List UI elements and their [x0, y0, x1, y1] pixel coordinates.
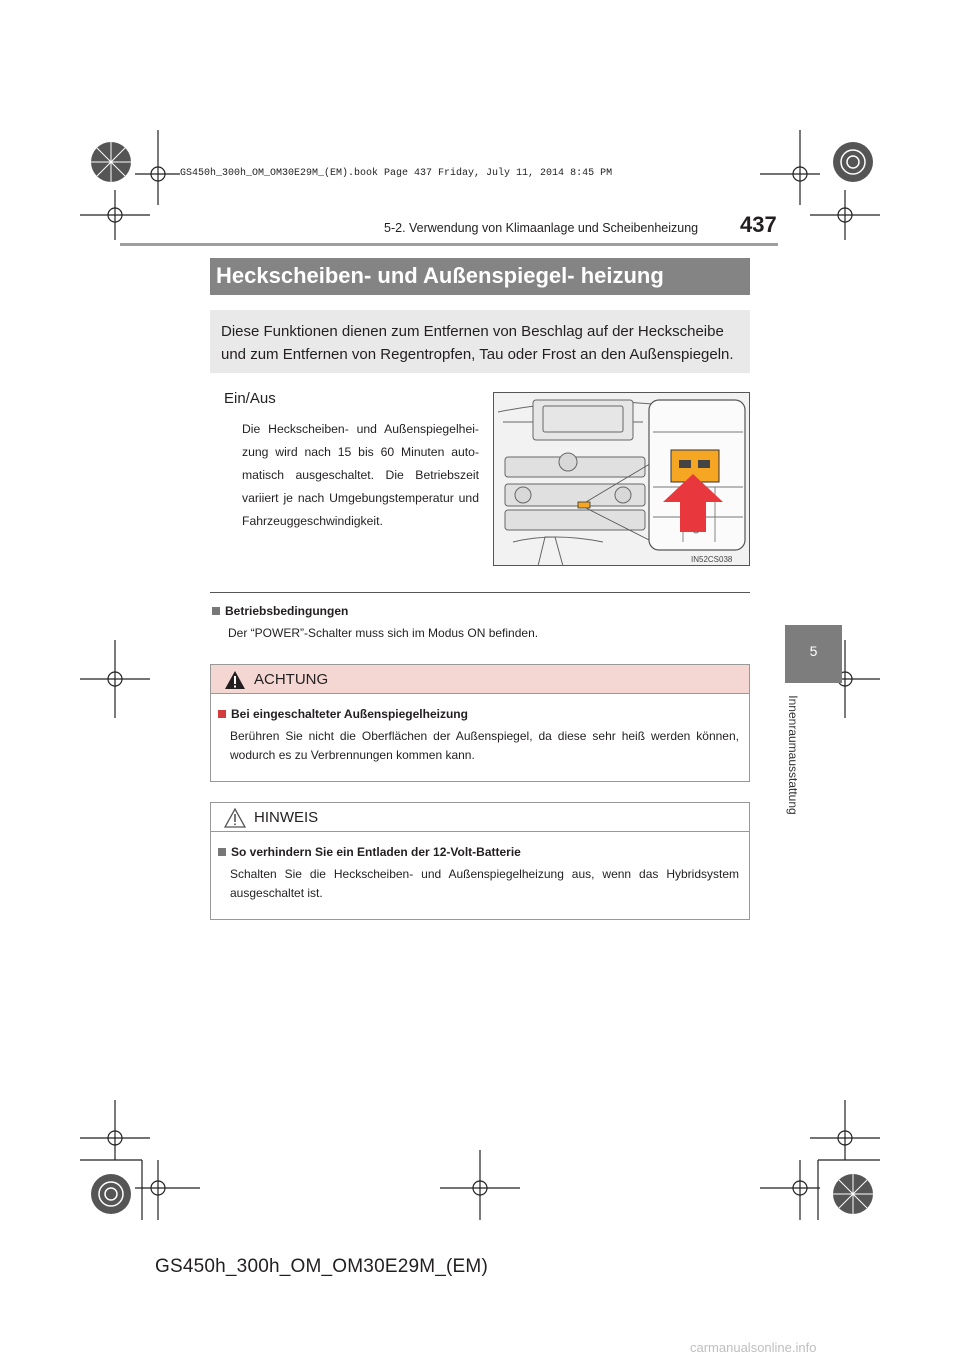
conditions-heading: Betriebsbedingungen [212, 604, 348, 618]
intro-line: Diese Funktionen dienen zum Entfernen von Beschlag auf der Heckscheibe [221, 323, 724, 340]
notice-box [210, 802, 750, 920]
chapter-side-label [783, 690, 803, 820]
warning-triangle-icon [224, 670, 246, 690]
figure-code: IN52CS038 [691, 555, 733, 564]
square-bullet-icon [218, 848, 226, 856]
item-heading: Ein/Aus [224, 390, 276, 407]
notice-heading: So verhindern Sie ein Entladen der 12-Volt-Batterie [218, 845, 739, 859]
footer-code: GS450h_300h_OM_OM30E29M_(EM) [155, 1256, 488, 1277]
warning-heading: Bei eingeschalteter Außenspiegelheizung [218, 707, 739, 721]
dashboard-figure [493, 392, 750, 566]
page-number: 437 [740, 212, 777, 237]
watermark: carmanualsonline.info [690, 1340, 817, 1355]
print-info: GS450h_300h_OM_OM30E29M_(EM).book Page 437 Friday, July 11, 2014 8:45 PM [180, 168, 613, 179]
chapter-tab: 5 [785, 625, 842, 683]
square-bullet-icon [212, 607, 220, 615]
warning-body [211, 694, 749, 765]
intro-box [210, 310, 750, 373]
notice-text: Schalten Sie die Heckscheiben- und Außenspiegelheizung aus, wenn das Hybridsystem ausgeschaltet ist. [230, 867, 739, 900]
conditions-text: Der “POWER”-Schalter muss sich im Modus ON befinden. [228, 626, 539, 640]
warning-header [211, 665, 749, 694]
notice-label: HINWEIS [254, 809, 319, 826]
warning-box [210, 664, 750, 782]
highlight-button [578, 502, 590, 508]
square-bullet-icon [218, 710, 226, 718]
notice-triangle-icon [224, 808, 246, 828]
notice-body [211, 832, 749, 903]
intro-line: und zum Entfernen von Regentropfen, Tau oder Frost an den Außenspiegeln. [221, 346, 734, 363]
page-title: Heckscheiben- und Außenspiegel- heizung [210, 258, 750, 295]
notice-header [211, 803, 749, 832]
item-text: Die Heckscheiben- und Außenspiegelhei-zung wird nach 15 bis 60 Minuten auto-matisch ausgeschaltet. Die Betriebszeit variiert je nach Umgebungstemperatur und Fahrzeuggeschwindigkeit. [242, 422, 479, 528]
warning-label: ACHTUNG [254, 671, 329, 688]
header-rule [120, 243, 778, 246]
chapter-label: Innenraumausstattung [786, 695, 800, 815]
divider [210, 592, 750, 593]
section-header: 5-2. Verwendung von Klimaanlage und Scheibenheizung [384, 221, 699, 235]
warning-text: Berühren Sie nicht die Oberflächen der Außenspiegel, da diese sehr heiß werden können, wodurch es zu Verbrennungen kommen kann. [230, 729, 739, 762]
